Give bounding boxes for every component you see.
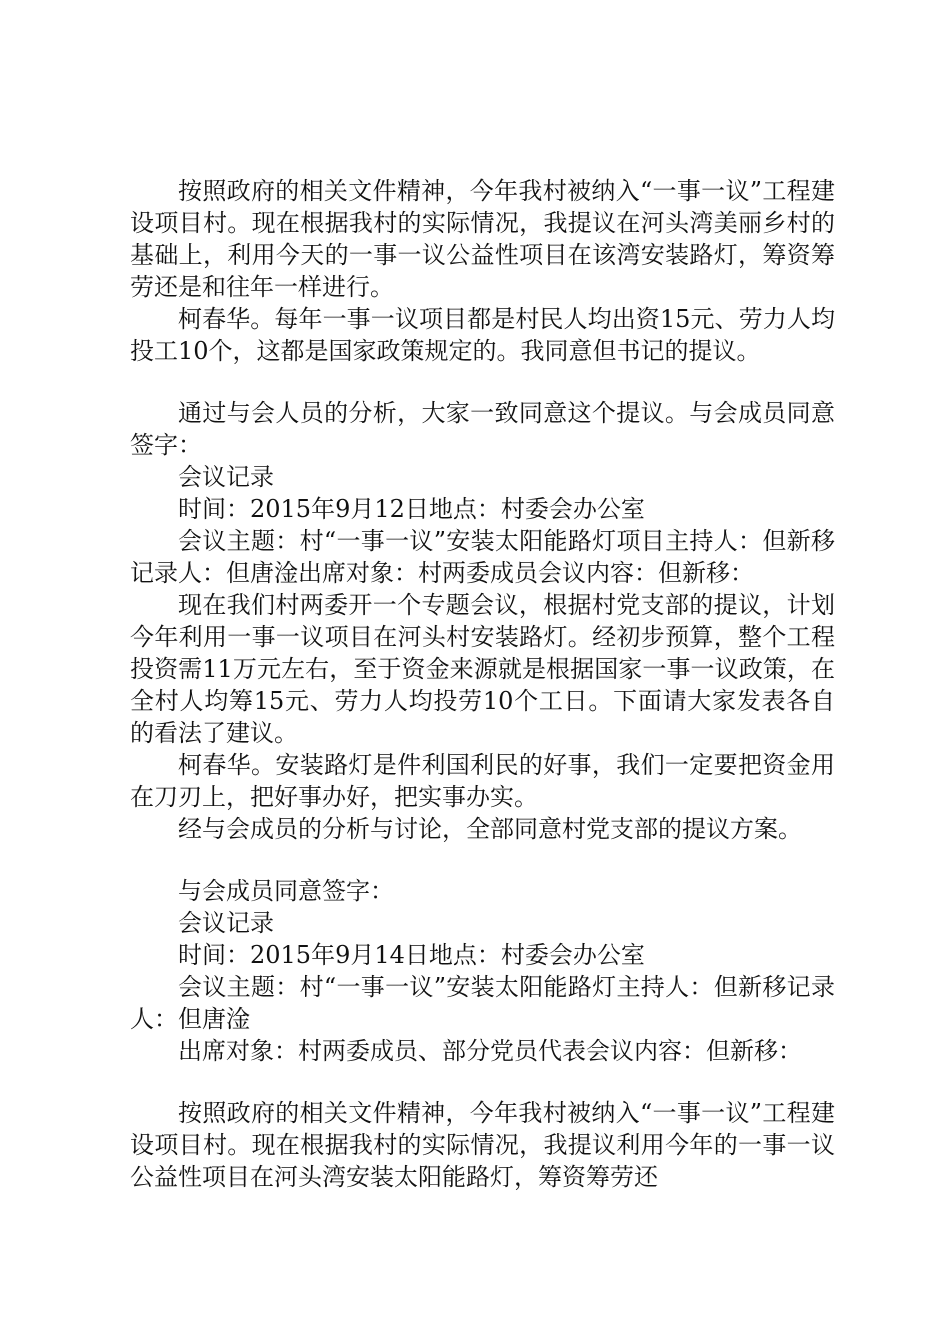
meeting-topic-2: 会议主题：村“一事一议”安装太阳能路灯主持人：但新移记录人：但唐淦 — [130, 973, 835, 1033]
meeting-attendees-2: 出席对象：村两委成员、部分党员代表会议内容：但新移： — [178, 1037, 802, 1065]
paragraph-proposal-2: 按照政府的相关文件精神，今年我村被纳入“一事一议”工程建设项目村。现在根据我村的实际情况，我提议利用今年的一事一议公益性项目在河头湾安装太阳能路灯，筹资筹劳还 — [130, 1099, 835, 1191]
paragraph-ke-chunhua-2: 柯春华。安装路灯是件利国利民的好事，我们一定要把资金用在刀刃上，把好事办好，把实事办实。 — [130, 751, 835, 811]
document-page — [130, 175, 835, 1193]
paragraph-proposal-1: 按照政府的相关文件精神，今年我村被纳入“一事一议”工程建设项目村。现在根据我村的实际情况，我提议在河头湾美丽乡村的基础上，利用今天的一事一议公益性项目在该湾安装路灯，筹资筹劳还是和往年一样进行。 — [130, 177, 835, 301]
signature-line: 与会成员同意签字： — [178, 877, 394, 905]
meeting-time-1: 时间：2015年9月12日地点：村委会办公室 — [178, 495, 645, 523]
heading-meeting-record-1: 会议记录 — [178, 463, 274, 491]
heading-meeting-record-2: 会议记录 — [178, 909, 274, 937]
paragraph-agreement-2: 经与会成员的分析与讨论，全部同意村党支部的提议方案。 — [178, 815, 802, 843]
paragraph-plan: 现在我们村两委开一个专题会议，根据村党支部的提议，计划今年利用一事一议项目在河头村安装路灯。经初步预算，整个工程投资需11万元左右，至于资金来源就是根据国家一事一议政策，在全村人均筹15元、劳力人均投劳10个工日。下面请大家发表各自的看法了建议。 — [130, 591, 835, 747]
meeting-topic-1: 会议主题：村“一事一议”安装太阳能路灯项目主持人：但新移记录人：但唐淦出席对象：村两委成员会议内容：但新移： — [130, 527, 835, 587]
paragraph-agreement-1: 通过与会人员的分析，大家一致同意这个提议。与会成员同意签字： — [130, 399, 835, 459]
paragraph-ke-chunhua-1: 柯春华。每年一事一议项目都是村民人均出资15元、劳力人均投工10个，这都是国家政策规定的。我同意但书记的提议。 — [130, 305, 835, 365]
meeting-time-2: 时间：2015年9月14日地点：村委会办公室 — [178, 941, 645, 969]
